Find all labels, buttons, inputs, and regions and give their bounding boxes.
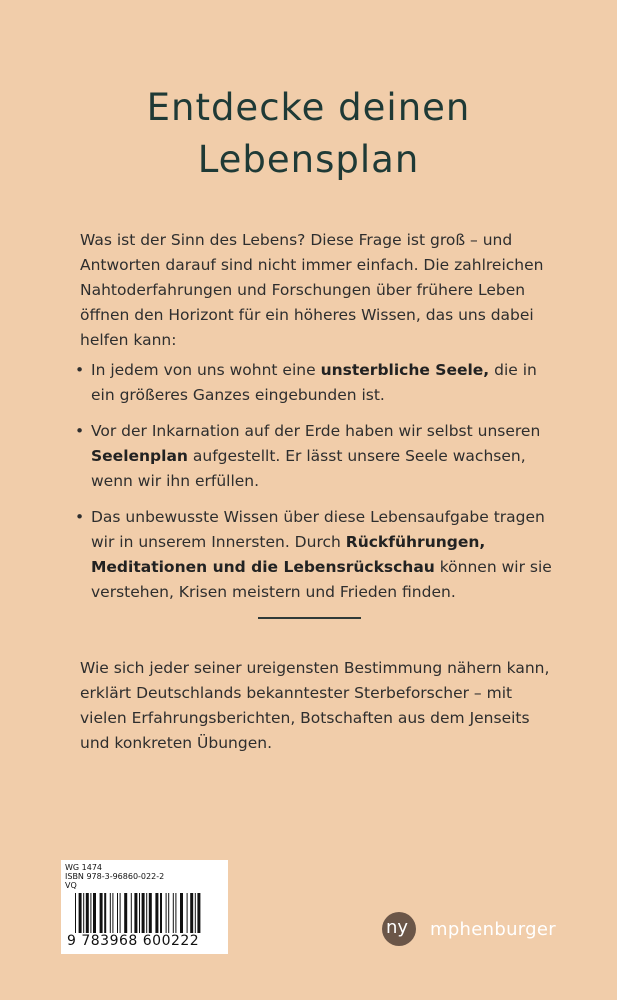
section-divider xyxy=(258,617,361,619)
bullet-item: • Das unbewusste Wissen über diese Lebensaufgabe tragen wir in unserem Innersten. Durch Rückführungen, Meditationen und die Lebensrückschau können wir sie verstehen, Krisen meistern und Frieden finden. xyxy=(70,505,555,605)
bullet-emphasis: Rückführungen, Meditationen und die Lebensrückschau xyxy=(91,533,486,576)
barcode-digits: 9 783968 600222 xyxy=(67,933,200,949)
wg-code: WG 1474 xyxy=(65,863,103,872)
isbn-text: ISBN 978-3-96860-022-2 xyxy=(65,872,165,881)
bullet-icon: • xyxy=(75,508,85,526)
barcode-meta xyxy=(61,860,228,890)
page-title xyxy=(0,82,617,186)
vq-code: VQ xyxy=(65,881,77,890)
publisher-badge-icon xyxy=(382,912,434,946)
title-line-1: Entdecke deinen xyxy=(146,86,471,129)
barcode-label xyxy=(61,860,228,954)
publisher-logo xyxy=(382,912,556,946)
bullet-icon: • xyxy=(75,361,85,379)
bullet-emphasis: Seelenplan xyxy=(91,447,188,465)
bullet-list xyxy=(70,358,555,616)
intro-paragraph: Was ist der Sinn des Lebens? Diese Frage ist groß – und Antworten darauf sind nicht immer einfach. Die zahlreichen Nahtoderfahrungen und Forschungen über frühere Leben öffnen den Horizont für ein höheres Wissen, das uns dabei helfen kann: xyxy=(80,231,544,349)
publisher-logo-text: mphenburger xyxy=(430,918,556,940)
outro-paragraph: Wie sich jeder seiner ureigensten Bestimmung nähern kann, erklärt Deutschlands bekanntester Sterbeforscher – mit vielen Erfahrungsberichten, Botschaften aus dem Jenseits und konkreten Übungen. xyxy=(80,659,550,752)
bullet-item: • Vor der Inkarnation auf der Erde haben wir selbst unseren Seelenplan aufgestellt. Er lässt unsere Seele wachsen, wenn wir ihn erfüllen. xyxy=(70,419,555,494)
publisher-logo-prefix: ny xyxy=(386,917,409,938)
bullet-item: • In jedem von uns wohnt eine unsterbliche Seele, die in ein größeres Ganzes eingebunden ist. xyxy=(70,358,555,408)
bullet-emphasis: unsterbliche Seele, xyxy=(320,361,490,379)
title-line-2: Lebensplan xyxy=(197,138,420,181)
barcode-icon xyxy=(75,893,217,933)
bullet-icon: • xyxy=(75,422,85,440)
